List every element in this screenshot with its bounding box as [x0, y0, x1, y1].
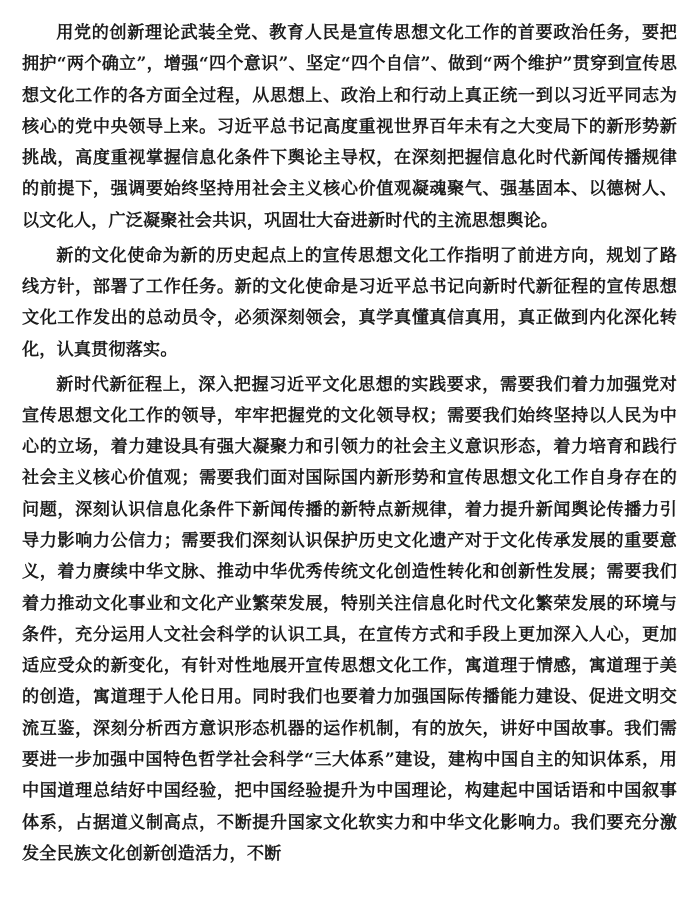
- document-body: [22, 18, 677, 870]
- paragraph: 新的文化使命为新的历史起点上的宣传思想文化工作指明了前进方向，规划了路线方针，部署了工作任务。新的文化使命是习近平总书记向新时代新征程的宣传思想文化工作发出的总动员令，必须深刻领会，真学真懂真信真用，真正做到内化深化转化，认真贯彻落实。: [22, 245, 677, 360]
- paragraph: 用党的创新理论武装全党、教育人民是宣传思想文化工作的首要政治任务，要把拥护“两个确立”，增强“四个意识”、坚定“四个自信”、做到“两个维护”贯穿到宣传思想文化工作的各方面全过程，从思想上、政治上和行动上真正统一到以习近平同志为核心的党中央领导上来。习近平总书记高度重视世界百年未有之大变局下的新形势新挑战，高度重视掌握信息化条件下舆论主导权，在深刻把握信息化时代新闻传播规律的前提下，强调要始终坚持用社会主义核心价值观凝魂聚气、强基固本、以德树人、以文化人，广泛凝聚社会共识，巩固壮大奋进新时代的主流思想舆论。: [22, 23, 677, 231]
- paragraph: 新时代新征程上，深入把握习近平文化思想的实践要求，需要我们着力加强党对宣传思想文化工作的领导，牢牢把握党的文化领导权；需要我们始终坚持以人民为中心的立场，着力建设具有强大凝聚力和引领力的社会主义意识形态，着力培育和践行社会主义核心价值观；需要我们面对国际国内新形势和宣传思想文化工作自身存在的问题，深刻认识信息化条件下新闻传播的新特点新规律，着力提升新闻舆论传播力引导力影响力公信力；需要我们深刻认识保护历史文化遗产对于文化传承发展的重要意义，着力赓续中华文脉、推动中华优秀传统文化创造性转化和创新性发展；需要我们着力推动文化事业和文化产业繁荣发展，特别关注信息化时代文化繁荣发展的环境与条件，充分运用人文社会科学的认识工具，在宣传方式和手段上更加深入人心，更加适应受众的新变化，有针对性地展开宣传思想文化工作，寓道理于情感，寓道理于美的创造，寓道理于人伦日用。同时我们也要着力加强国际传播能力建设、促进文明交流互鉴，深刻分析西方意识形态机器的运作机制，有的放矢，讲好中国故事。我们需要进一步加强中国特色哲学社会科学“三大体系”建设，建构中国自主的知识体系，用中国道理总结好中国经验，把中国经验提升为中国理论，构建起中国话语和中国叙事体系，占据道义制高点，不断提升国家文化软实力和中华文化影响力。我们要充分激发全民族文化创新创造活力，不断: [22, 374, 677, 864]
